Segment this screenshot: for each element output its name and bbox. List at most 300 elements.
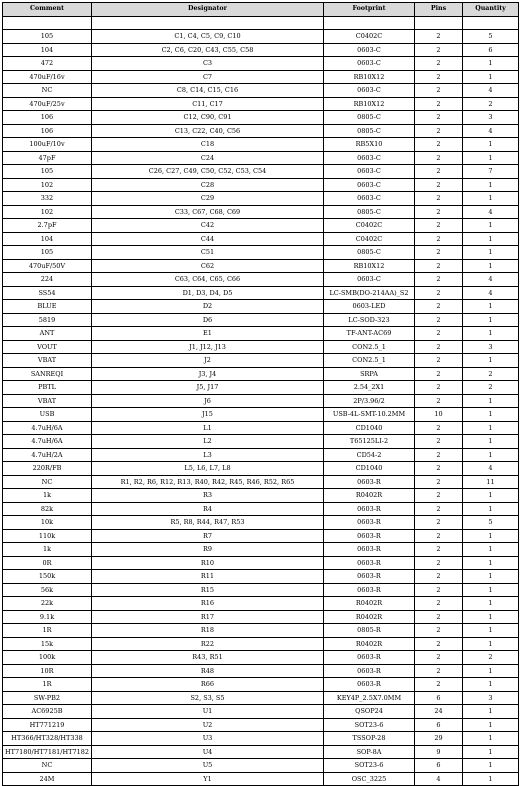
cell-comment: 1R: [3, 624, 92, 638]
cell-footprint: SOT23-6: [324, 718, 415, 732]
cell-comment: 82k: [3, 502, 92, 516]
cell-pins: 6: [415, 759, 463, 773]
cell-pins: 2: [415, 637, 463, 651]
header-footprint: Footprint: [324, 3, 415, 17]
cell-quantity: 4: [463, 84, 519, 98]
cell-quantity: 1: [463, 502, 519, 516]
cell-designator: J3, J4: [92, 367, 324, 381]
cell-quantity: 3: [463, 340, 519, 354]
table-row: [3, 111, 519, 125]
table-row: [3, 529, 519, 543]
header-quantity: Quantity: [463, 3, 519, 17]
table-row: [3, 489, 519, 503]
cell-designator: C13, C22, C40, C56: [92, 124, 324, 138]
cell-footprint: 2.54_2X1: [324, 381, 415, 395]
table-row: [3, 421, 519, 435]
cell-footprint: SOT23-6: [324, 759, 415, 773]
cell-pins: 2: [415, 529, 463, 543]
cell-comment: 15k: [3, 637, 92, 651]
cell-footprint: 0603-C: [324, 57, 415, 71]
cell-footprint: LC-SMB(DO-214AA)_S2: [324, 286, 415, 300]
cell-quantity: 5: [463, 30, 519, 44]
table-row: [3, 16, 519, 30]
cell-footprint: 0603-R: [324, 651, 415, 665]
table-row: [3, 354, 519, 368]
cell-quantity: 1: [463, 583, 519, 597]
cell-comment: 47pF: [3, 151, 92, 165]
cell-footprint: 0805-C: [324, 246, 415, 260]
cell-comment: 472: [3, 57, 92, 71]
cell-pins: 2: [415, 516, 463, 530]
cell-comment: 9.1k: [3, 610, 92, 624]
cell-footprint: TSSOP-28: [324, 732, 415, 746]
cell-designator: R9: [92, 543, 324, 557]
table-row: [3, 43, 519, 57]
table-row: [3, 246, 519, 260]
table-row: [3, 286, 519, 300]
cell-comment: SW-PB2: [3, 691, 92, 705]
cell-designator: R18: [92, 624, 324, 638]
table-row: [3, 165, 519, 179]
cell-designator: R1, R2, R6, R12, R13, R40, R42, R45, R46, R52, R65: [92, 475, 324, 489]
cell-pins: 2: [415, 597, 463, 611]
cell-pins: 2: [415, 313, 463, 327]
cell-designator: R43, R51: [92, 651, 324, 665]
cell-quantity: 2: [463, 97, 519, 111]
cell-designator: R48: [92, 664, 324, 678]
cell-comment: SANREQI: [3, 367, 92, 381]
cell-designator: L2: [92, 435, 324, 449]
table-row: [3, 651, 519, 665]
cell-designator: D2: [92, 300, 324, 314]
cell-footprint: 0603-R: [324, 678, 415, 692]
cell-designator: J1, J12, J13: [92, 340, 324, 354]
cell-pins: 2: [415, 435, 463, 449]
cell-pins: 2: [415, 138, 463, 152]
cell-quantity: 1: [463, 678, 519, 692]
cell-pins: 2: [415, 178, 463, 192]
cell-pins: 2: [415, 624, 463, 638]
table-row: [3, 124, 519, 138]
cell-quantity: 4: [463, 124, 519, 138]
cell-designator: C1, C4, C5, C9, C10: [92, 30, 324, 44]
cell-quantity: 1: [463, 421, 519, 435]
cell-quantity: 2: [463, 367, 519, 381]
cell-designator: J15: [92, 408, 324, 422]
table-row: [3, 219, 519, 233]
cell-pins: 29: [415, 732, 463, 746]
cell-designator: C26, C27, C49, C50, C52, C53, C54: [92, 165, 324, 179]
cell-quantity: 1: [463, 705, 519, 719]
cell-quantity: 1: [463, 138, 519, 152]
cell-quantity: 6: [463, 43, 519, 57]
table-row: [3, 138, 519, 152]
table-row: [3, 475, 519, 489]
table-row: [3, 70, 519, 84]
cell-footprint: RB5X10: [324, 138, 415, 152]
table-row: [3, 178, 519, 192]
cell-footprint: C0402C: [324, 232, 415, 246]
cell-pins: 2: [415, 381, 463, 395]
cell-quantity: 1: [463, 408, 519, 422]
cell-footprint: 0603-R: [324, 570, 415, 584]
cell-footprint: 2P/3.96/2: [324, 394, 415, 408]
cell-designator: Y1: [92, 772, 324, 786]
cell-pins: 2: [415, 246, 463, 260]
cell-pins: 2: [415, 232, 463, 246]
header-row: [3, 3, 519, 17]
cell-comment: 102: [3, 178, 92, 192]
table-row: [3, 462, 519, 476]
table-row: [3, 259, 519, 273]
cell-designator: C18: [92, 138, 324, 152]
cell-comment: 0R: [3, 556, 92, 570]
cell-quantity: 1: [463, 70, 519, 84]
cell-footprint: R0402R: [324, 597, 415, 611]
cell-footprint: 0603-C: [324, 84, 415, 98]
cell-comment: 4.7uH/6A: [3, 435, 92, 449]
cell-pins: 2: [415, 30, 463, 44]
cell-designator: L1: [92, 421, 324, 435]
cell-designator: R16: [92, 597, 324, 611]
cell-designator: C12, C90, C91: [92, 111, 324, 125]
cell-designator: U3: [92, 732, 324, 746]
cell-comment: 470uF/25v: [3, 97, 92, 111]
cell-comment: HT7180/HT7181/HT7182: [3, 745, 92, 759]
cell-pins: 2: [415, 124, 463, 138]
cell-comment: 5819: [3, 313, 92, 327]
cell-designator: C7: [92, 70, 324, 84]
cell-pins: 2: [415, 556, 463, 570]
cell-comment: NC: [3, 475, 92, 489]
cell-comment: 1k: [3, 543, 92, 557]
table-row: [3, 597, 519, 611]
cell-designator: C3: [92, 57, 324, 71]
cell-pins: 2: [415, 448, 463, 462]
table-row: [3, 718, 519, 732]
cell-comment: 2.7pF: [3, 219, 92, 233]
cell-pins: 2: [415, 570, 463, 584]
cell-pins: 2: [415, 205, 463, 219]
cell-quantity: 3: [463, 111, 519, 125]
cell-quantity: 1: [463, 57, 519, 71]
table-row: [3, 151, 519, 165]
cell-comment: 220R/FB: [3, 462, 92, 476]
cell-footprint: 0603-R: [324, 475, 415, 489]
cell-footprint: 0603-R: [324, 529, 415, 543]
cell-comment: 1R: [3, 678, 92, 692]
table-row: [3, 691, 519, 705]
cell-footprint: USB-4L-SMT-10.2MM: [324, 408, 415, 422]
cell-comment: VBAT: [3, 354, 92, 368]
cell-quantity: 2: [463, 651, 519, 665]
table-row: [3, 772, 519, 786]
cell-designator: D1, D3, D4, D5: [92, 286, 324, 300]
cell-footprint: 0805-R: [324, 624, 415, 638]
table-row: [3, 408, 519, 422]
cell-pins: 4: [415, 772, 463, 786]
cell-designator: C33, C67, C68, C69: [92, 205, 324, 219]
cell-designator: C11, C17: [92, 97, 324, 111]
table-row: [3, 381, 519, 395]
cell-designator: U4: [92, 745, 324, 759]
cell-footprint: R0402R: [324, 610, 415, 624]
table-row: [3, 192, 519, 206]
cell-footprint: KEY4P_2.5X7.0MM: [324, 691, 415, 705]
cell-footprint: 0603-R: [324, 543, 415, 557]
table-row: [3, 232, 519, 246]
cell-quantity: 3: [463, 691, 519, 705]
cell-quantity: 1: [463, 759, 519, 773]
table-row: [3, 678, 519, 692]
cell-comment: NC: [3, 84, 92, 98]
cell-quantity: 1: [463, 394, 519, 408]
table-row: [3, 543, 519, 557]
cell-pins: 2: [415, 57, 463, 71]
cell-pins: 2: [415, 151, 463, 165]
cell-footprint: C0402C: [324, 30, 415, 44]
cell-comment: VBAT: [3, 394, 92, 408]
cell-comment: USB: [3, 408, 92, 422]
cell-comment: 56k: [3, 583, 92, 597]
cell-comment: 470uF/16v: [3, 70, 92, 84]
cell-designator: C51: [92, 246, 324, 260]
bom-table-container: [2, 2, 518, 786]
cell-comment: [3, 16, 92, 30]
cell-comment: 104: [3, 43, 92, 57]
cell-quantity: 4: [463, 462, 519, 476]
cell-comment: 1k: [3, 489, 92, 503]
cell-pins: 6: [415, 691, 463, 705]
cell-footprint: 0805-C: [324, 111, 415, 125]
cell-footprint: CON2.5_1: [324, 354, 415, 368]
cell-designator: R11: [92, 570, 324, 584]
cell-pins: 2: [415, 394, 463, 408]
cell-comment: 110k: [3, 529, 92, 543]
cell-footprint: T65125LI-2: [324, 435, 415, 449]
cell-comment: AC6925B: [3, 705, 92, 719]
cell-quantity: 1: [463, 556, 519, 570]
cell-designator: R15: [92, 583, 324, 597]
table-row: [3, 583, 519, 597]
cell-pins: 2: [415, 43, 463, 57]
cell-designator: R7: [92, 529, 324, 543]
cell-comment: 104: [3, 232, 92, 246]
table-row: [3, 502, 519, 516]
cell-quantity: 2: [463, 381, 519, 395]
cell-comment: ANT: [3, 327, 92, 341]
cell-pins: [415, 16, 463, 30]
table-row: [3, 745, 519, 759]
cell-footprint: 0603-C: [324, 273, 415, 287]
cell-footprint: SRPA: [324, 367, 415, 381]
cell-pins: 2: [415, 354, 463, 368]
cell-pins: 24: [415, 705, 463, 719]
table-row: [3, 732, 519, 746]
cell-footprint: CON2.5_1: [324, 340, 415, 354]
cell-pins: 2: [415, 84, 463, 98]
table-row: [3, 448, 519, 462]
cell-designator: U1: [92, 705, 324, 719]
table-row: [3, 637, 519, 651]
cell-pins: 2: [415, 219, 463, 233]
cell-quantity: 1: [463, 597, 519, 611]
cell-footprint: 0805-C: [324, 205, 415, 219]
table-row: [3, 610, 519, 624]
table-row: [3, 30, 519, 44]
cell-quantity: 1: [463, 327, 519, 341]
cell-pins: 2: [415, 678, 463, 692]
cell-footprint: 0603-C: [324, 178, 415, 192]
cell-quantity: 4: [463, 273, 519, 287]
cell-pins: 2: [415, 610, 463, 624]
cell-designator: R17: [92, 610, 324, 624]
cell-footprint: 0603-R: [324, 583, 415, 597]
cell-pins: 2: [415, 273, 463, 287]
cell-pins: 2: [415, 192, 463, 206]
cell-quantity: 7: [463, 165, 519, 179]
cell-quantity: 11: [463, 475, 519, 489]
cell-footprint: OSC_3225: [324, 772, 415, 786]
cell-quantity: 1: [463, 178, 519, 192]
table-row: [3, 556, 519, 570]
cell-designator: E1: [92, 327, 324, 341]
cell-footprint: 0603-C: [324, 165, 415, 179]
table-row: [3, 340, 519, 354]
table-row: [3, 570, 519, 584]
bom-table-body: [3, 16, 519, 786]
cell-comment: 100k: [3, 651, 92, 665]
cell-footprint: 0603-C: [324, 43, 415, 57]
cell-quantity: 1: [463, 313, 519, 327]
cell-designator: R66: [92, 678, 324, 692]
table-row: [3, 624, 519, 638]
cell-comment: 332: [3, 192, 92, 206]
cell-designator: R10: [92, 556, 324, 570]
table-row: [3, 367, 519, 381]
cell-pins: 2: [415, 583, 463, 597]
table-row: [3, 313, 519, 327]
cell-pins: 10: [415, 408, 463, 422]
cell-footprint: LC-SOD-323: [324, 313, 415, 327]
header-designator: Designator: [92, 3, 324, 17]
cell-pins: 2: [415, 286, 463, 300]
cell-quantity: 1: [463, 246, 519, 260]
cell-pins: 2: [415, 421, 463, 435]
cell-pins: 2: [415, 475, 463, 489]
cell-comment: 224: [3, 273, 92, 287]
cell-quantity: 1: [463, 151, 519, 165]
table-row: [3, 516, 519, 530]
cell-designator: R22: [92, 637, 324, 651]
cell-footprint: 0603-C: [324, 192, 415, 206]
cell-designator: J2: [92, 354, 324, 368]
header-comment: Comment: [3, 3, 92, 17]
cell-comment: 470uF/50V: [3, 259, 92, 273]
cell-designator: S2, S3, S5: [92, 691, 324, 705]
table-row: [3, 300, 519, 314]
cell-designator: [92, 16, 324, 30]
cell-pins: 2: [415, 70, 463, 84]
cell-quantity: 1: [463, 745, 519, 759]
cell-pins: 2: [415, 111, 463, 125]
cell-comment: VOUT: [3, 340, 92, 354]
cell-pins: 2: [415, 165, 463, 179]
table-row: [3, 664, 519, 678]
cell-pins: 2: [415, 367, 463, 381]
cell-quantity: 1: [463, 354, 519, 368]
cell-quantity: 1: [463, 435, 519, 449]
cell-quantity: 1: [463, 259, 519, 273]
cell-quantity: 1: [463, 624, 519, 638]
cell-designator: J6: [92, 394, 324, 408]
cell-comment: 100uF/10v: [3, 138, 92, 152]
cell-footprint: 0603-C: [324, 151, 415, 165]
cell-designator: C28: [92, 178, 324, 192]
cell-quantity: 1: [463, 543, 519, 557]
bom-table: [2, 2, 519, 786]
cell-designator: L5, L6, L7, L8: [92, 462, 324, 476]
table-row: [3, 273, 519, 287]
table-row: [3, 205, 519, 219]
cell-pins: 2: [415, 327, 463, 341]
cell-quantity: 1: [463, 732, 519, 746]
cell-quantity: 1: [463, 192, 519, 206]
cell-comment: 150k: [3, 570, 92, 584]
cell-designator: C24: [92, 151, 324, 165]
cell-footprint: C0402C: [324, 219, 415, 233]
cell-designator: R3: [92, 489, 324, 503]
cell-comment: 24M: [3, 772, 92, 786]
cell-comment: 105: [3, 246, 92, 260]
table-row: [3, 97, 519, 111]
cell-designator: C2, C6, C20, C43, C55, C58: [92, 43, 324, 57]
cell-pins: 2: [415, 97, 463, 111]
cell-quantity: 1: [463, 300, 519, 314]
cell-designator: C42: [92, 219, 324, 233]
cell-pins: 2: [415, 664, 463, 678]
cell-comment: 22k: [3, 597, 92, 611]
cell-footprint: TF-ANT-AC69: [324, 327, 415, 341]
cell-quantity: 1: [463, 664, 519, 678]
cell-comment: 102: [3, 205, 92, 219]
cell-designator: C44: [92, 232, 324, 246]
cell-footprint: 0603-R: [324, 556, 415, 570]
cell-designator: R4: [92, 502, 324, 516]
cell-footprint: R0402R: [324, 489, 415, 503]
cell-quantity: 1: [463, 232, 519, 246]
cell-footprint: CD1040: [324, 462, 415, 476]
cell-footprint: CD1040: [324, 421, 415, 435]
cell-pins: 2: [415, 340, 463, 354]
cell-designator: C63, C64, C65, C66: [92, 273, 324, 287]
table-row: [3, 435, 519, 449]
cell-designator: U2: [92, 718, 324, 732]
cell-designator: J5, J17: [92, 381, 324, 395]
cell-quantity: 4: [463, 286, 519, 300]
cell-quantity: 1: [463, 610, 519, 624]
cell-footprint: QSOP24: [324, 705, 415, 719]
cell-footprint: RB10X12: [324, 70, 415, 84]
cell-quantity: 1: [463, 219, 519, 233]
cell-comment: SS54: [3, 286, 92, 300]
cell-designator: D6: [92, 313, 324, 327]
cell-footprint: R0402R: [324, 637, 415, 651]
table-row: [3, 759, 519, 773]
cell-footprint: 0603-LED: [324, 300, 415, 314]
cell-comment: BLUE: [3, 300, 92, 314]
cell-designator: C29: [92, 192, 324, 206]
